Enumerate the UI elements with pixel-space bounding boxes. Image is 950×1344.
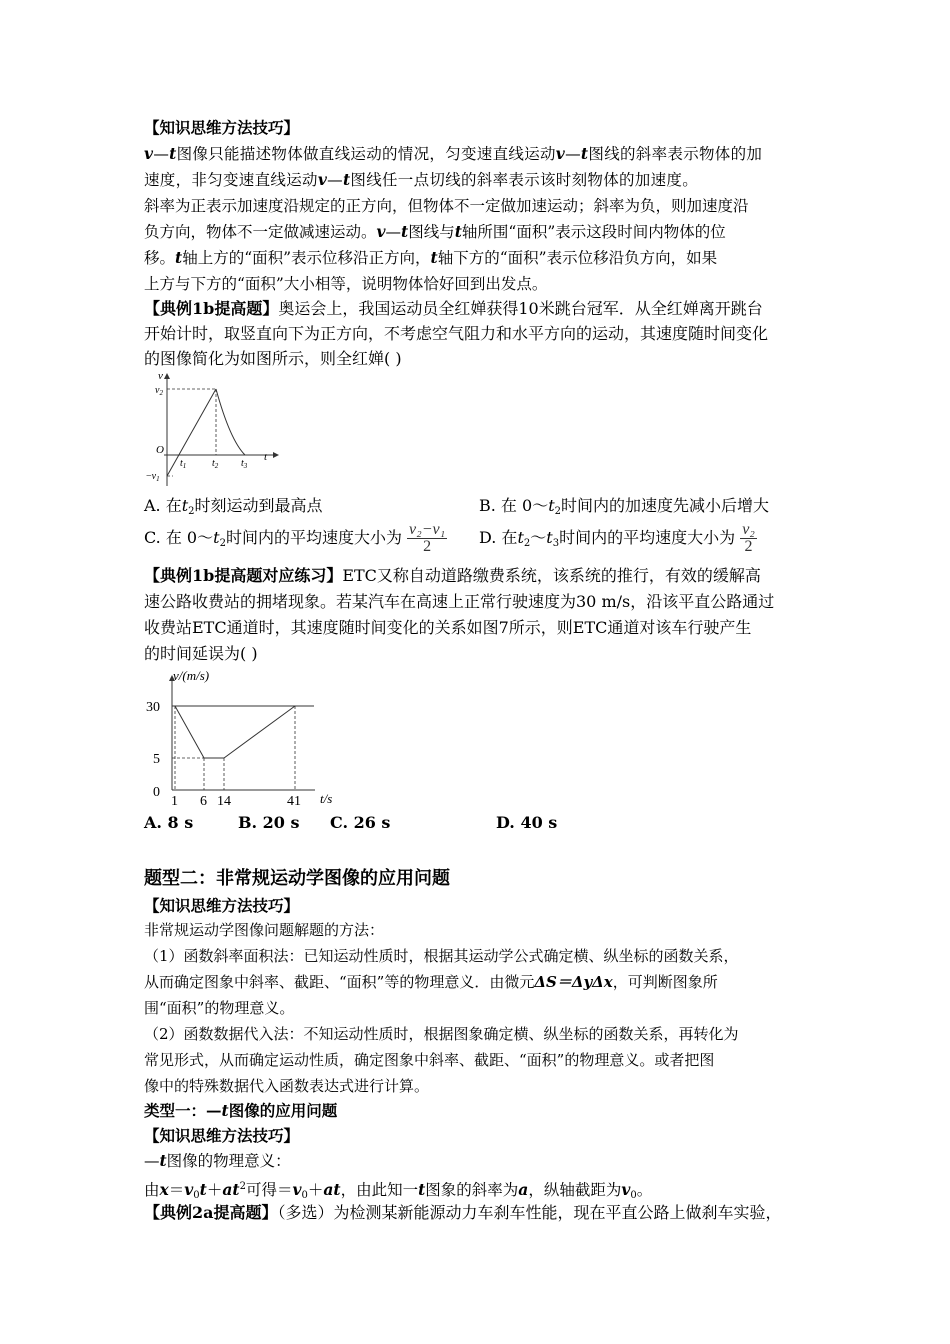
y-30-label: 30 xyxy=(146,700,160,715)
option-d: D. 在$t_2\sim t_3$时间内的平均速度大小为 $\frac{\text{v₂}}{2}$ xyxy=(479,521,755,555)
t-symbol: t xyxy=(342,170,351,189)
t-symbol: t xyxy=(454,222,462,241)
velocity-time-graph-2 xyxy=(140,666,360,808)
option-c: C. 在 $0\sim t_2$时间内的平均速度大小为 $\frac{\text{v₂−v₁}}{2}$ xyxy=(144,521,446,555)
example-label: 【典例1b提高题】 xyxy=(144,299,279,318)
practice-1b-question: 【典例1b提高题对应练习】ETC又称自动道路缴费系统，该系统的推行，有效的缓解高 速公路收费站的拥堵现象。若某汽车在高速上正常行驶速度为30 m/s，沿该平直公路通过 收费站ETC通道时，其速度随时间变化的关系如图7所示，则ETC通道对该车行驶产生 的时间延误为( ) xyxy=(144,566,775,663)
x-axis-label: t/s xyxy=(320,791,333,806)
x-axis-label: t xyxy=(264,451,268,463)
dash: — xyxy=(327,171,343,189)
y-5-label: 5 xyxy=(153,752,160,767)
para2-text1: 斜率为正表示加速度沿规定的正方向，但物体不一定做加速运动；斜率为负，则加速度沿 xyxy=(144,197,749,215)
v-symbol: v xyxy=(555,144,566,163)
t-symbol: t xyxy=(175,248,183,267)
para2-text4: 轴所围“面积”表示这段时间内物体的位 xyxy=(461,223,726,241)
para1-text1: 图像只能描述物体做直线运动的情况，匀变速直线运动 xyxy=(176,145,556,163)
para1-text3: 图线任一点切线的斜率表示该时刻物体的加速度。 xyxy=(350,171,699,189)
knowledge-heading-3: 【知识思维方法技巧】 xyxy=(144,1126,300,1145)
type-1-title: 类型一：—t图像的应用问题 xyxy=(144,1101,338,1120)
v-symbol: v xyxy=(144,144,154,163)
method-block: 非常规运动学图像问题解题的方法： （1）函数斜率面积法：已知运动性质时，根据其运动学公式确定横、纵坐标的函数关系， 从而确定图象中斜率、截距、“面积”等的物理意义．由微元ΔS＝ΔyΔx，可判断图象所 围“面积”的物理意义。 （2）函数数据代入法：不知运动性质时，根据图象确定横、纵坐标的函数关系，再转化为 常见形式，从而确定运动性质，确定图象中斜率、截距、“面积”的物理意义。或者把图 像中的特殊数据代入函数表达式进行计算。 xyxy=(144,921,739,1095)
y-axis-label: v xyxy=(158,370,163,382)
neg-v1-label: $-v_1$ xyxy=(146,471,160,483)
x-14-label: 14 xyxy=(217,794,231,808)
para2-text3: 图线与 xyxy=(408,223,455,241)
v-symbol: v xyxy=(317,170,328,189)
para1-line2: 速度，非匀变速直线运动 xyxy=(144,171,318,189)
x-41-label: 41 xyxy=(287,794,301,808)
velocity-time-graph-1 xyxy=(140,368,290,490)
example-1b-question xyxy=(144,296,824,371)
para1-text2: 图线的斜率表示物体的加 xyxy=(588,145,763,163)
fraction-d: $\frac{\text{v₂}}{2}$ xyxy=(742,521,755,555)
t-symbol: t xyxy=(580,144,589,163)
knowledge-paragraph-1 xyxy=(144,141,824,193)
example-text: 奥运会上，我国运动员全红婵获得10米跳台冠军．从全红婵离开跳台 xyxy=(278,299,763,318)
knowledge-paragraph-2 xyxy=(144,193,824,297)
para2-text5: 移。 xyxy=(144,249,176,267)
t-symbol: t xyxy=(169,144,177,163)
option-a: A. 8 s xyxy=(144,813,194,832)
section-2-title: 题型二：非常规运动学图像的应用问题 xyxy=(144,868,450,889)
dash: — xyxy=(565,145,581,163)
option-d: D. 40 s xyxy=(496,813,558,832)
option-a: A. 在$t_2$时刻运动到最高点 xyxy=(144,496,323,517)
t3-label: $t_3$ xyxy=(241,458,248,470)
y-axis-label: v/(m/s) xyxy=(173,668,210,683)
option-c: C. 26 s xyxy=(330,813,391,832)
example-line2: 开始计时，取竖直向下为正方向，不考虑空气阻力和水平方向的运动，其速度随时间变化 xyxy=(144,324,769,343)
example-2a-question: 【典例2a提高题】（多选）为检测某新能源动力车刹车性能，现在平直公路上做刹车实验， xyxy=(144,1203,782,1222)
formula-line: 由$x=v_0t+at^2$可得$=v_0+at$，由此知一t图象的斜率为a，纵轴截距为$v_0$。 xyxy=(144,1180,653,1201)
practice-label: 【典例1b提高题对应练习】 xyxy=(144,566,343,585)
para2-text6: 轴上方的“面积”表示位移沿正方向， xyxy=(182,249,431,267)
dash: — xyxy=(385,223,402,241)
decay-curve xyxy=(216,389,245,455)
v2-label: $v_2$ xyxy=(155,385,163,397)
x-1-label: 1 xyxy=(171,794,178,808)
knowledge-heading: 【知识思维方法技巧】 xyxy=(144,118,300,137)
t-symbol: t xyxy=(430,248,438,267)
meaning-line: —t图像的物理意义： xyxy=(144,1151,291,1170)
option-b: B. 在 $0\sim t_2$时间内的加速度先减小后增大 xyxy=(479,496,770,517)
example-line3: 的图像简化为如图所示，则全红婵( ) xyxy=(144,349,402,368)
dash: — xyxy=(153,145,170,163)
para2-text8: 上方与下方的“面积”大小相等，说明物体恰好回到出发点。 xyxy=(144,275,548,293)
para2-text2: 负方向，物体不一定做减速运动。 xyxy=(144,223,377,241)
para2-text7: 轴下方的“面积”表示位移沿负方向，如果 xyxy=(437,249,718,267)
t1-label: $t_1$ xyxy=(180,458,187,470)
x-6-label: 6 xyxy=(200,794,207,808)
t2-label: $t_2$ xyxy=(212,458,219,470)
v-symbol: v xyxy=(376,222,386,241)
option-b: B. 20 s xyxy=(238,813,300,832)
t-symbol: t xyxy=(401,222,409,241)
velocity-line xyxy=(175,706,295,758)
knowledge-heading-2: 【知识思维方法技巧】 xyxy=(144,896,300,915)
fraction-c: $\frac{\text{v₂−v₁}}{2}$ xyxy=(409,521,446,555)
rise-line xyxy=(167,389,216,476)
y-0-label: 0 xyxy=(153,785,160,800)
origin-label: O xyxy=(156,444,164,456)
